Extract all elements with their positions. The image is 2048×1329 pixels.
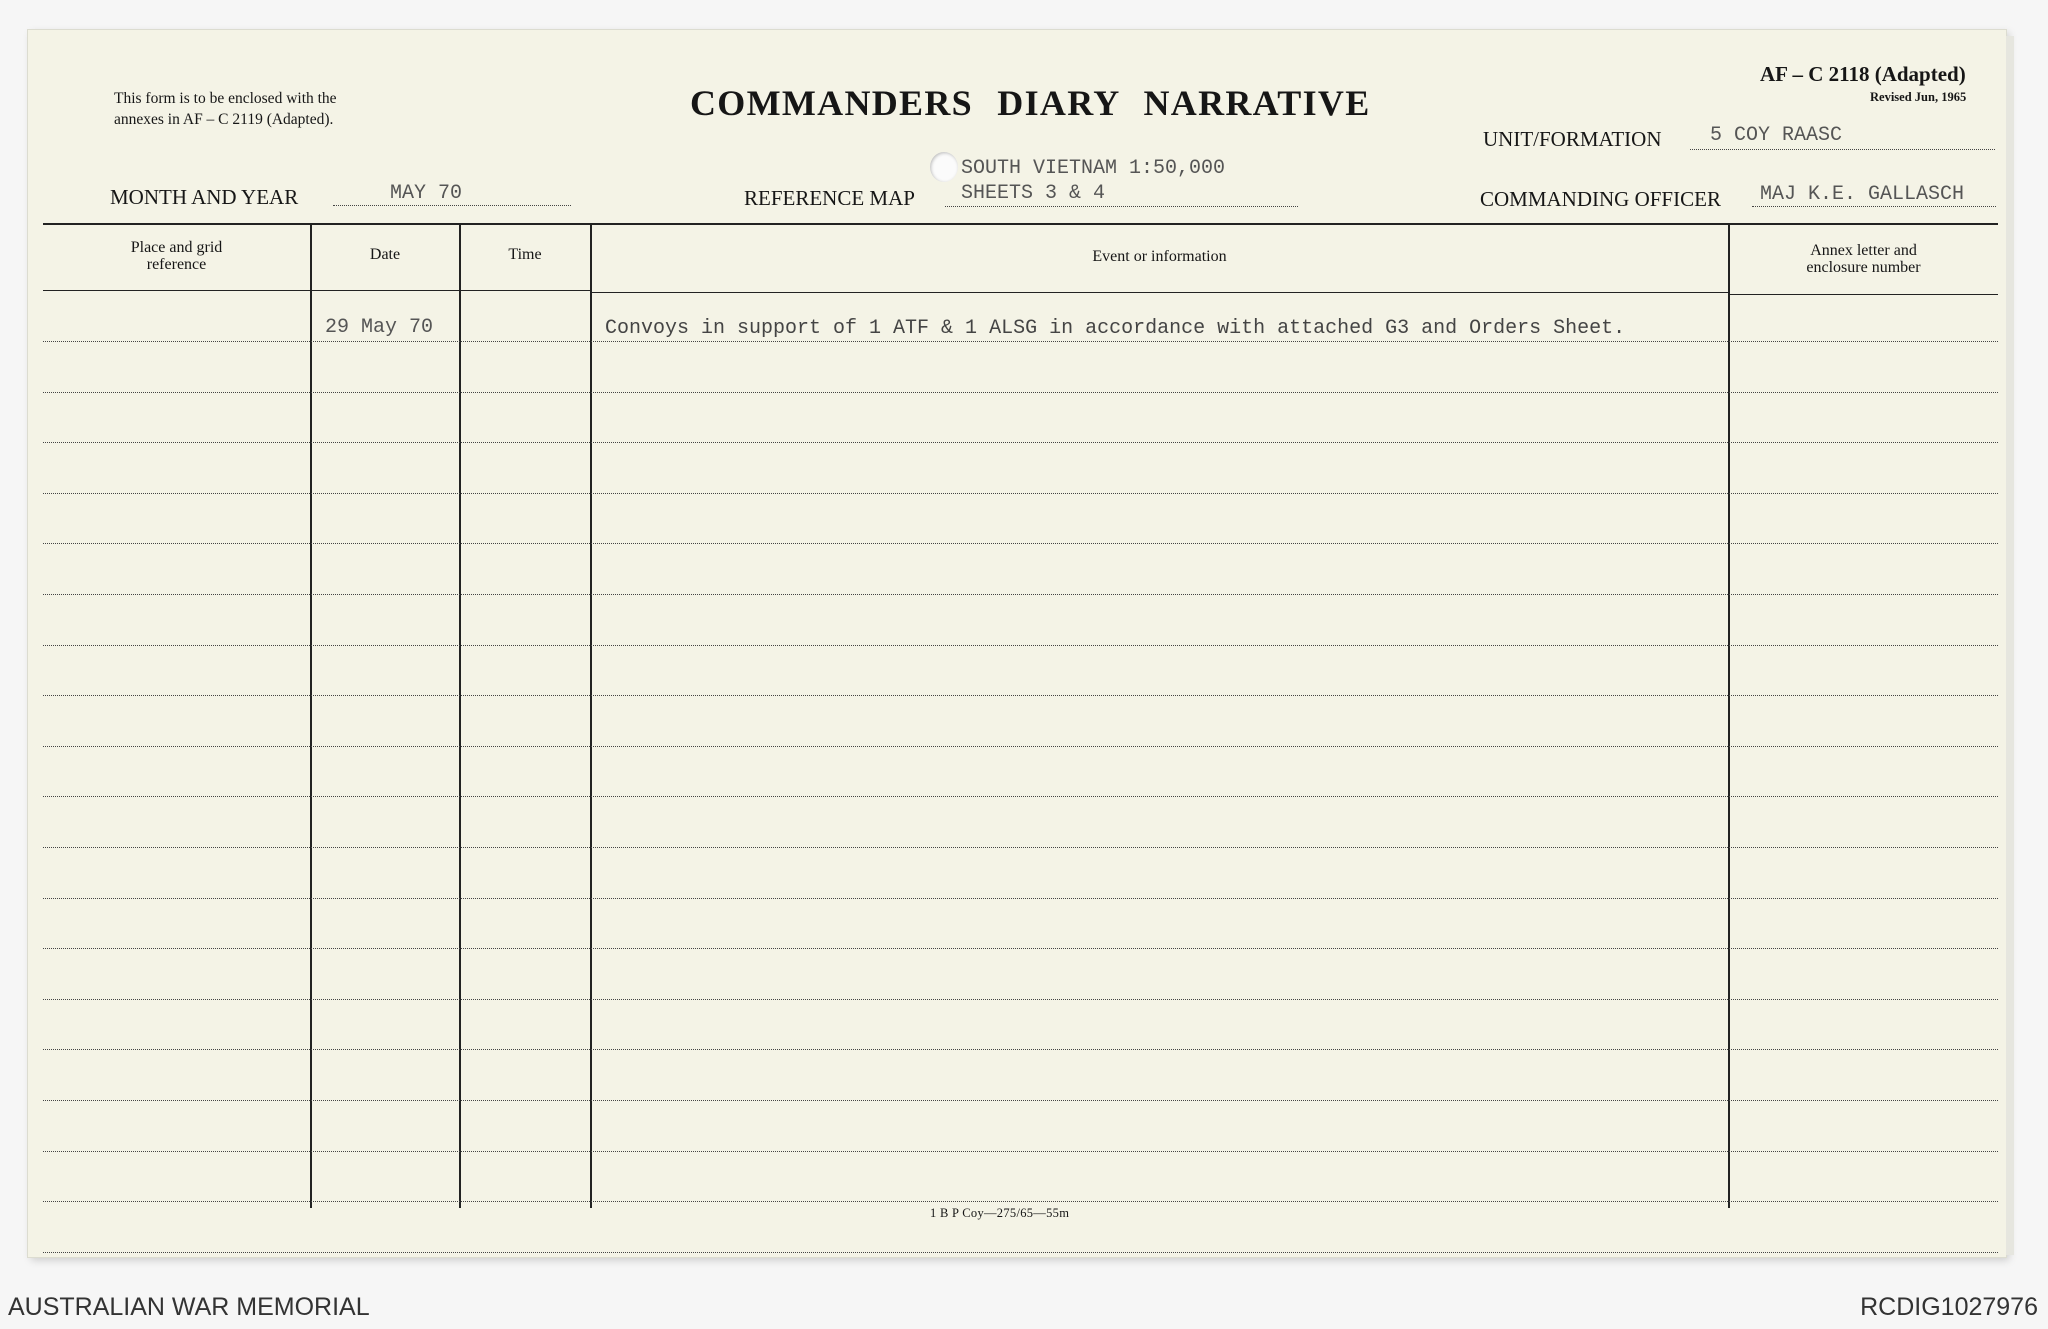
- form-number: AF – C 2118 (Adapted): [1760, 62, 1966, 86]
- entry-event: Convoys in support of 1 ATF & 1 ALSG in accordance with attached G3 and Orders Sheet.: [605, 317, 1626, 340]
- month-year-line: [333, 205, 571, 206]
- header-underline-place: [43, 290, 310, 291]
- table-row-line: [43, 645, 1998, 646]
- table-row-line: [43, 1049, 1998, 1050]
- table-row-line: [43, 746, 1998, 747]
- reference-map-line: [945, 206, 1298, 207]
- table-row-line: [43, 999, 1998, 1000]
- table-row-line: [43, 898, 1998, 899]
- table-row-line: [43, 948, 1998, 949]
- table-row-line: [43, 1151, 1998, 1152]
- header-underline-time: [460, 290, 590, 291]
- entry-date: 29 May 70: [325, 316, 434, 339]
- table-row-line: [43, 493, 1998, 494]
- table-row-line: [43, 594, 1998, 595]
- table-top-rule: [43, 223, 1998, 225]
- column-header-place: [43, 239, 310, 273]
- month-year-label: MONTH AND YEAR: [110, 185, 299, 209]
- column-divider-event-annex: [1728, 223, 1730, 1208]
- column-header-event: Event or information: [1092, 248, 1227, 265]
- table-row-line: [43, 543, 1998, 544]
- column-header-time: Time: [508, 246, 542, 263]
- table-row-line: [43, 695, 1998, 696]
- column-header-annex-line1: Annex letter and: [1810, 242, 1917, 259]
- column-header-place-line2: reference: [146, 256, 207, 273]
- reference-map-label: REFERENCE MAP: [744, 186, 915, 210]
- table-row-line: [43, 1252, 1998, 1253]
- column-divider-date-time: [459, 223, 461, 1208]
- footer-catalog-id: RCDIG1027976: [1860, 1293, 2038, 1321]
- column-header-annex-line2: enclosure number: [1806, 259, 1921, 276]
- unit-formation-value: 5 COY RAASC: [1710, 124, 1843, 147]
- unit-formation-line: [1690, 149, 1995, 150]
- header-underline-date: [311, 290, 459, 291]
- column-header-date: Date: [369, 246, 401, 263]
- table-row-line: [43, 847, 1998, 848]
- column-divider-place-date: [310, 223, 312, 1208]
- column-header-annex: [1729, 242, 1998, 276]
- reference-map-value-line2: SHEETS 3 & 4: [961, 182, 1106, 205]
- column-header-place-line1: Place and grid: [130, 239, 223, 256]
- form-sheet: [28, 30, 2006, 1257]
- column-divider-time-event: [590, 223, 592, 1208]
- revision-date: Revised Jun, 1965: [1870, 90, 1967, 104]
- enclosure-note-line1: This form is to be enclosed with the: [114, 90, 337, 107]
- table-row-line: [43, 796, 1998, 797]
- table-row-line: [43, 392, 1998, 393]
- sheet-edge: [2006, 36, 2014, 1255]
- punch-hole: [930, 152, 958, 182]
- enclosure-note: [114, 88, 337, 130]
- header-underline-event: [591, 292, 1728, 293]
- printer-imprint: 1 B P Coy—275/65—55m: [930, 1206, 1070, 1220]
- commanding-officer-line: [1752, 206, 1996, 207]
- table-row-line: [43, 442, 1998, 443]
- unit-formation-label: UNIT/FORMATION: [1483, 127, 1662, 151]
- month-year-value: MAY 70: [390, 182, 463, 205]
- reference-map-value-line1: SOUTH VIETNAM 1:50,000: [961, 157, 1226, 180]
- footer-source: AUSTRALIAN WAR MEMORIAL: [8, 1293, 370, 1321]
- table-row-line: [43, 1100, 1998, 1101]
- commanding-officer-value: MAJ K.E. GALLASCH: [1760, 183, 1965, 206]
- form-title: COMMANDERS DIARY NARRATIVE: [690, 83, 1371, 123]
- table-row-line: [43, 1201, 1998, 1202]
- table-row-line: [43, 341, 1998, 342]
- header-underline-annex: [1729, 294, 1998, 295]
- commanding-officer-label: COMMANDING OFFICER: [1480, 187, 1721, 211]
- enclosure-note-line2: annexes in AF – C 2119 (Adapted).: [114, 111, 334, 128]
